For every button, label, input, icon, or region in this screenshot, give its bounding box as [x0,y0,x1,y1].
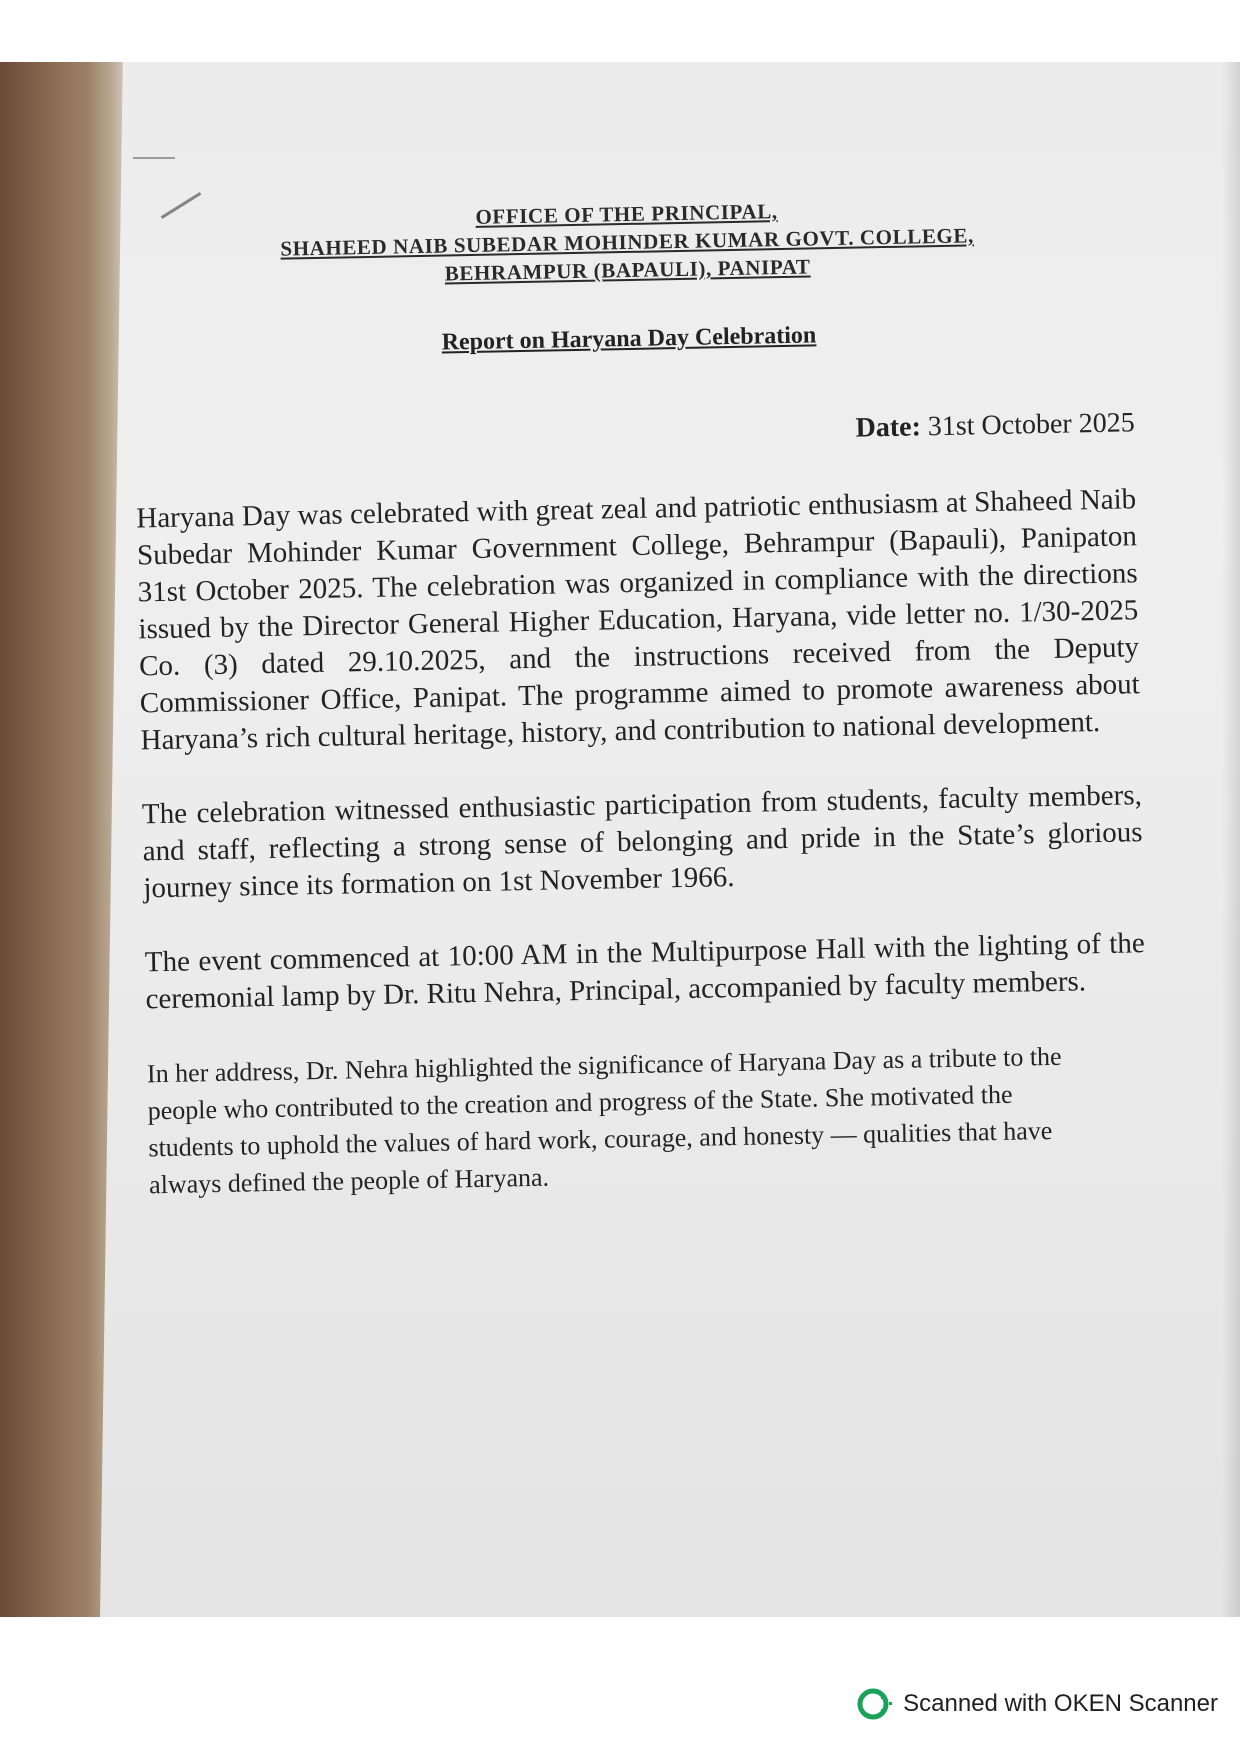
oken-scanner-logo-icon [857,1686,893,1722]
letterhead [116,190,1137,294]
document-photo [0,62,1240,1617]
paragraph-participation: The celebration witnessed enthusiastic participation from students, faculty members, and staff, reflecting a strong sense of belonging and pride in the State’s glorious journey since its formation on 1st November 1966. [141,779,1143,905]
letterhead-college: SHAHEED NAIB SUBEDAR MOHINDER KUMAR GOVT. COLLEGE, [280,223,975,261]
report-title: Report on Haryana Day Celebration [441,322,817,356]
paragraph-principal-address: In her address, Dr. Nehra highlighted the significance of Haryana Day as a tribute to the people who contributed to the creation and progress of the State. She motivated the students to uphold the values of hard work, courage, and honesty — qualities that have always defined the people of Haryana. [146,1041,1062,1200]
scanner-watermark [857,1686,1218,1722]
date-value: 31st October 2025 [927,407,1135,443]
report-document [115,122,1155,1203]
letterhead-location: BEHRAMPUR (BAPAULI), PANIPAT [444,254,811,286]
report-date [121,407,1141,459]
paragraph-event-commencement: The event commenced at 10:00 AM in the Multipurpose Hall with the lighting of the ceremonial lamp by Dr. Ritu Nehra, Principal, accompanied by faculty members. [144,927,1145,1016]
date-label: Date: [855,411,922,444]
paper-edge-shadow [1222,62,1240,1617]
letterhead-office: OFFICE OF THE PRINCIPAL, [475,199,778,229]
paragraph-introduction: Haryana Day was celebrated with great zeal and patriotic enthusiasm at Shaheed Naib Subedar Mohinder Kumar Government College, Behrampur (Bapauli), Panipaton 31st October 2025. The celebration was organized in compliance with the directions issued by the Director General Higher Education, Haryana, vide letter no. 1/30-2025 Co. (3) dated 29.10.2025, and the instructions received from the Deputy Commissioner Office, Panipat. The programme aimed to promote awareness about Haryana’s rich cultural heritage, history, and contribution to national development. [136,483,1141,757]
scanner-label: Scanned with OKEN Scanner [903,1690,1218,1717]
